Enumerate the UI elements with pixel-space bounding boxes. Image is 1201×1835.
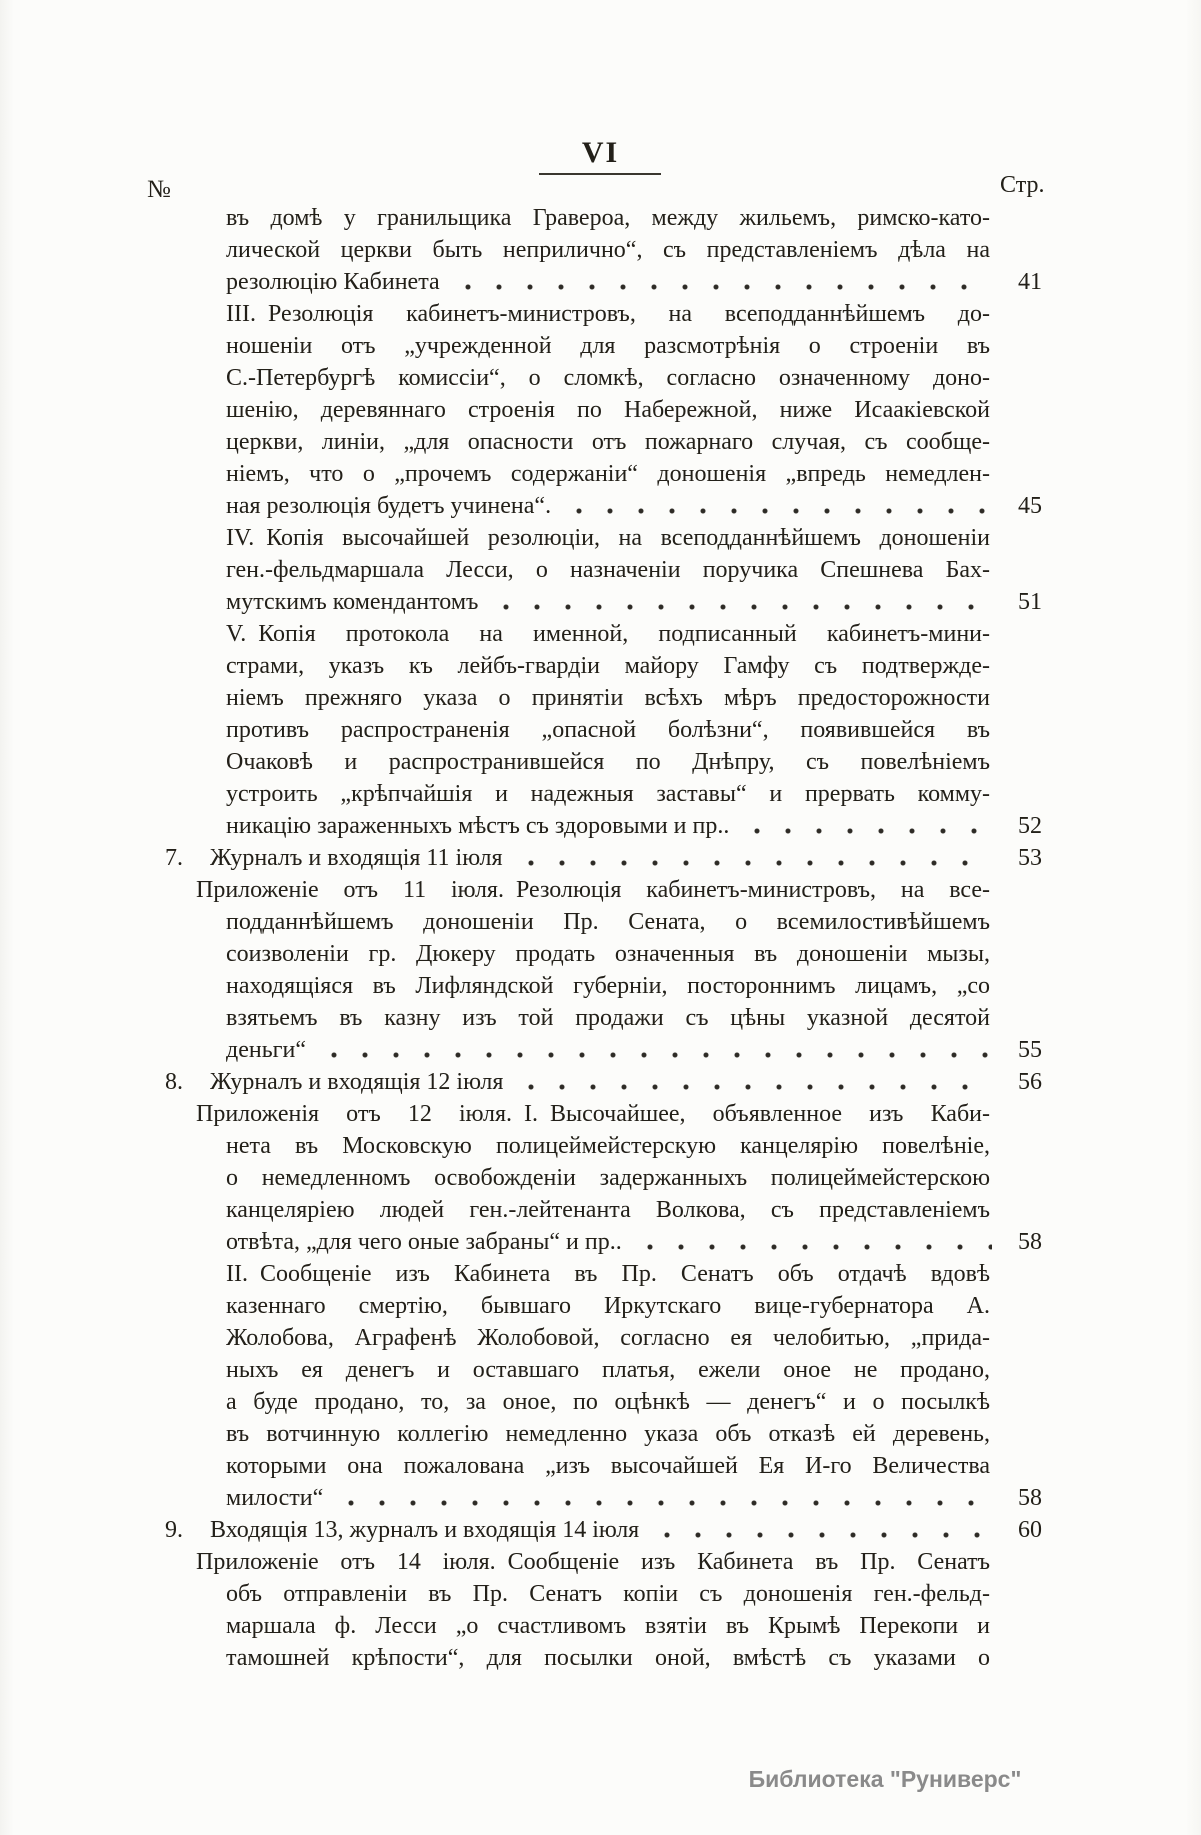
toc-line-text: Входящія 13, журналъ и входящія 14 іюля [210, 1517, 640, 1543]
toc-line-text: милости“ [226, 1485, 324, 1511]
toc-line-text: о немедленномъ освобожденіи задержанныхъ полицеймейстерскою [226, 1165, 990, 1191]
toc-line-text: С.-Петербургѣ комиссіи“, о сломкѣ, согласно означенному доно- [226, 365, 990, 391]
toc-line [0, 234, 1201, 266]
toc-line-text: Приложенія отъ 12 іюля. I. Высочайшее, объявленное изъ Каби- [196, 1101, 990, 1127]
header-rule [539, 173, 661, 175]
toc-line [0, 362, 1201, 394]
toc-line [0, 1642, 1201, 1674]
toc-line [0, 1290, 1201, 1322]
toc-line [0, 970, 1201, 1002]
toc-line [0, 810, 1201, 842]
toc-line [0, 554, 1201, 586]
toc-line-text: въ вотчинную коллегію немедленно указа объ отказѣ ей деревень, [226, 1421, 990, 1447]
toc-line-text: противъ распространенія „опасной болѣзни“, появившейся въ [226, 717, 990, 743]
toc-line-text: никацію зараженныхъ мѣстъ съ здоровыми и пр.. [226, 813, 730, 839]
page-number: 45 [1018, 493, 1042, 519]
toc-line-text: резолюцію Кабинета [226, 269, 440, 295]
toc-line-text: шенію, деревяннаго строенія по Набережной, ниже Исаакіевской [226, 397, 990, 423]
toc-line [0, 746, 1201, 778]
toc-line-text: Журналъ и входящія 12 іюля [210, 1069, 504, 1095]
toc-line [0, 266, 1201, 298]
toc-line [0, 522, 1201, 554]
dot-leader [452, 266, 992, 298]
page-number: 52 [1018, 813, 1042, 839]
toc-line-text: ношеніи отъ „учрежденной для разсмотрѣнія о строеніи въ [226, 333, 990, 359]
toc-line [0, 1066, 1201, 1098]
toc-line [0, 1162, 1201, 1194]
toc-line-text: находящіяся въ Лифляндской губерніи, постороннимъ лицамъ, „со [226, 973, 990, 999]
toc-line-text: казеннаго смертію, бывшаго Иркутскаго вице-губернатора А. [226, 1293, 990, 1319]
toc-line-text: II. Сообщеніе изъ Кабинета въ Пр. Сенатъ объ отдачѣ вдовѣ [226, 1261, 990, 1287]
entry-number: 7. [165, 845, 183, 871]
toc-line-text: Приложеніе отъ 14 іюля. Сообщеніе изъ Кабинета въ Пр. Сенатъ [196, 1549, 990, 1575]
toc-line-text: мутскимъ комендантомъ [226, 589, 479, 615]
toc-line [0, 490, 1201, 522]
toc-line [0, 1322, 1201, 1354]
toc-line [0, 586, 1201, 618]
entry-number: 9. [165, 1517, 183, 1543]
toc-line [0, 1450, 1201, 1482]
toc-line [0, 874, 1201, 906]
toc-lines [0, 202, 1201, 1674]
toc-line-text: IV. Копія высочайшей резолюціи, на всеподданнѣйшемъ доношеніи [226, 525, 990, 551]
page-number: 55 [1018, 1037, 1042, 1063]
toc-line-text: Очаковѣ и распространившейся по Днѣпру, съ повелѣніемъ [226, 749, 990, 775]
dot-leader [490, 586, 992, 618]
toc-line-text: Приложеніе отъ 11 іюля. Резолюція кабинетъ-министровъ, на все- [196, 877, 990, 903]
toc-line [0, 778, 1201, 810]
toc-line [0, 1258, 1201, 1290]
toc-line-text: Жолобова, Аграфенѣ Жолобовой, согласно ея челобитью, „прида- [226, 1325, 990, 1351]
toc-line [0, 1034, 1201, 1066]
toc-line [0, 458, 1201, 490]
toc-line-text: а буде продано, то, за оное, по оцѣнкѣ — денегъ“ и о посылкѣ [226, 1389, 990, 1415]
toc-line-text: ніемъ, что о „прочемъ содержаніи“ доношенія „впредь немедлен- [226, 461, 990, 487]
toc-line [0, 842, 1201, 874]
toc-line-text: въ домѣ у гранильщика Гравероа, между жильемъ, римско-като- [226, 205, 990, 231]
toc-line-text: подданнѣйшемъ доношеніи Пр. Сената, о всемилостивѣйшемъ [226, 909, 990, 935]
toc-line-text: ная резолюція будетъ учинена“. [226, 493, 552, 519]
dot-leader [318, 1034, 992, 1066]
toc-line-text: деньги“ [226, 1037, 306, 1063]
toc-line-text: ген.-фельдмаршала Лесси, о назначеніи поручика Спешнева Бах- [226, 557, 990, 583]
page-number: 53 [1018, 845, 1042, 871]
toc-line [0, 1098, 1201, 1130]
toc-line [0, 1514, 1201, 1546]
toc-line-text: страми, указъ къ лейбъ-гвардіи майору Гамфу съ подтвержде- [226, 653, 990, 679]
toc-line-text: устроить „крѣпчайшія и надежныя заставы“ и прервать комму- [226, 781, 990, 807]
page-number: 58 [1018, 1229, 1042, 1255]
dot-leader [515, 842, 992, 874]
toc-line [0, 394, 1201, 426]
dot-leader [563, 490, 992, 522]
page-number: 58 [1018, 1485, 1042, 1511]
toc-line-text: ныхъ ея денегъ и оставшаго платья, ежели оное не продано, [226, 1357, 990, 1383]
toc-line [0, 650, 1201, 682]
toc-line [0, 1546, 1201, 1578]
toc-line [0, 202, 1201, 234]
toc-line [0, 1482, 1201, 1514]
toc-line [0, 1130, 1201, 1162]
toc-line-text: ніемъ прежняго указа о принятіи всѣхъ мѣръ предосторожности [226, 685, 990, 711]
toc-line-text: III. Резолюція кабинетъ-министровъ, на всеподданнѣйшемъ до- [226, 301, 990, 327]
page-number: 41 [1018, 269, 1042, 295]
toc-line [0, 906, 1201, 938]
toc-line [0, 330, 1201, 362]
toc-line-text: тамошней крѣпости“, для посылки оной, вмѣстѣ съ указами о [226, 1645, 990, 1671]
toc-line-text: Журналъ и входящія 11 іюля [210, 845, 503, 871]
dot-leader [515, 1066, 992, 1098]
page-number: 56 [1018, 1069, 1042, 1095]
toc-line [0, 426, 1201, 458]
toc-line-text: соизволеніи гр. Дюкеру продать означенныя въ доношеніи мызы, [226, 941, 990, 967]
toc-line [0, 1002, 1201, 1034]
toc-line-text: которыми она пожалована „изъ высочайшей Ея И-го Величества [226, 1453, 990, 1479]
toc-line [0, 714, 1201, 746]
toc-line [0, 1226, 1201, 1258]
dot-leader [634, 1226, 992, 1258]
toc-line-text: отвѣта, „для чего оные забраны“ и пр.. [226, 1229, 622, 1255]
dot-leader [741, 810, 992, 842]
toc-line [0, 1194, 1201, 1226]
toc-line-text: канцеляріею людей ген.-лейтенанта Волкова, съ представленіемъ [226, 1197, 990, 1223]
toc-line [0, 682, 1201, 714]
toc-line-text: церкви, линіи, „для опасности отъ пожарнаго случая, съ сообще- [226, 429, 990, 455]
toc-line-text: маршала ф. Лесси „о счастливомъ взятіи въ Крымѣ Перекопи и [226, 1613, 990, 1639]
number-column-header: № [147, 176, 171, 203]
toc-line [0, 1578, 1201, 1610]
toc-line [0, 298, 1201, 330]
library-watermark: Библиотека "Руниверс" [748, 1766, 1022, 1792]
entry-number: 8. [165, 1069, 183, 1095]
toc-line-text: нета въ Московскую полицеймейстерскую канцелярію повелѣніе, [226, 1133, 990, 1159]
toc-line [0, 938, 1201, 970]
toc-line-text: лической церкви быть неприлично“, съ представленіемъ дѣла на [226, 237, 990, 263]
page-roman-numeral: VI [581, 136, 620, 169]
toc-line-text: взятьемъ въ казну изъ той продажи съ цѣны указной десятой [226, 1005, 990, 1031]
dot-leader [335, 1482, 992, 1514]
toc-line [0, 618, 1201, 650]
toc-line-text: объ отправленіи въ Пр. Сенатъ копіи съ доношенія ген.-фельд- [226, 1581, 990, 1607]
toc-line-text: V. Копія протокола на именной, подписанный кабинетъ-мини- [226, 621, 990, 647]
toc-line [0, 1386, 1201, 1418]
dot-leader [651, 1514, 992, 1546]
toc-line [0, 1354, 1201, 1386]
toc-line [0, 1418, 1201, 1450]
page-column-header: Стр. [1000, 172, 1045, 198]
page-number: 51 [1018, 589, 1042, 615]
toc-line [0, 1610, 1201, 1642]
page-number: 60 [1018, 1517, 1042, 1543]
